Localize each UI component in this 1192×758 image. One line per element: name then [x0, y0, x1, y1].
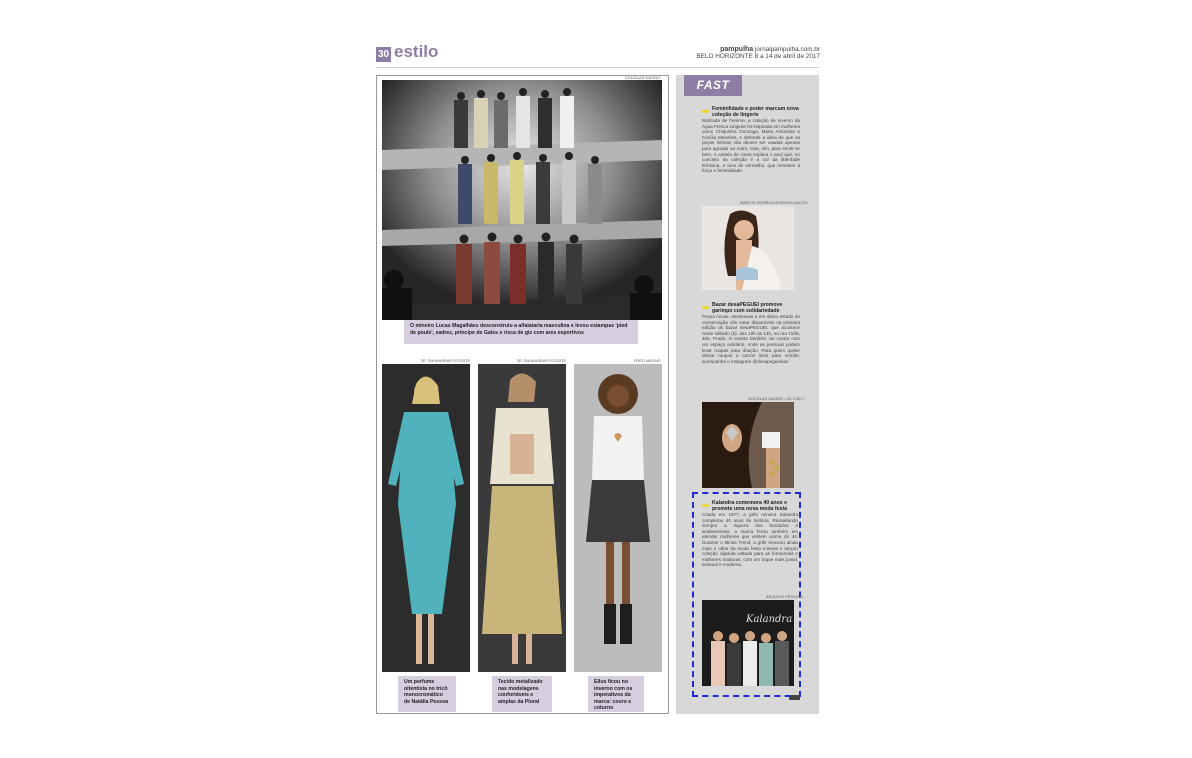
news-title-1: Feminilidade e poder marcam nova coleção de lingerie: [712, 106, 799, 118]
news-title-2: Bazar desaPEGUEI promove garimpo com solidariedade: [712, 302, 783, 314]
runway-group-photo: [382, 80, 662, 320]
section-title: estilo: [394, 42, 439, 61]
kalandra-group-photo: [702, 600, 794, 686]
photo-caption-3: Ellus ficou no inverno com os imperativos da marca: couro e coturno: [588, 676, 644, 712]
news-body-2: Peças novas, seminovas e em ótimo estado de conservação vão estar disponíveis na primeira edição do bazar desaPEGUEI, que acontece neste sábado (8), das 10h às 14h, na rua Turfa, 465, Prado. O evento também vai contar com um espaço solidário, onde as pessoas podem levar roupas para doação. Para quem quiser deixar roupas e outros itens para vender, acompanhe o instagram @desapegueibaz: [702, 314, 800, 364]
header-rule: [376, 67, 819, 68]
photo-credit-3: FRED MAGNO: [634, 359, 661, 363]
news-credit-2: DOUGLAS MAGNO • 30.3.2017: [748, 397, 805, 401]
arrow-icon: [702, 108, 709, 115]
news-body-1: Batizada de Femme, a coleção de inverno da Água Fresca Lingerie foi inspirada em mulheres como Chiquinha Gonzaga, Maria Antonieta e Cecília Meirelles, e defende a ideia de que as peças íntimas não devem ser usadas apenas para agradar ao outro, mas, sim, para sentir-se bem. A cartela de cores explora o azul que, no conceito da coleção é a cor da liberdade feminina, e tons de vermelho, que remetem à força e feminilidade.: [702, 118, 800, 174]
hero-credit: DOUGLAS MAGNO: [625, 76, 661, 80]
city-dates: BELO HORIZONTE 8 a 14 de abril de 2017: [696, 53, 820, 60]
photo-caption-2: Tecido metalizado nas modelagens confortáveis e amplas da Plural: [492, 676, 552, 712]
photo-credit-2: ZE TAKAHASHI/FOTOSITE: [517, 359, 567, 363]
lingerie-photo: [702, 206, 794, 290]
news-title-3: Kalandra comemora 40 anos e promete uma nova moda festa: [712, 500, 787, 512]
kalandra-signature: Kalandra: [746, 614, 793, 625]
runway-illustration: [382, 80, 662, 320]
leather-skirt-photo: [574, 364, 662, 672]
site-url[interactable]: jornalpampulha.com.br: [754, 46, 820, 53]
metallic-skirt-photo: [478, 364, 566, 672]
photo-caption-1: Um perfume oitentista no tricô monocromático de Natália Pessoa: [398, 676, 456, 712]
corner-tag: [789, 695, 800, 700]
arrow-icon: [702, 502, 709, 509]
masthead: [640, 46, 820, 60]
arrow-icon: [702, 304, 709, 311]
news-body-3: Criada em 1977, a grife mineira Kalandra completou 40 anos de história. Ressaltando sempre a riqueza dos bordados e acabamentos, a marca focou também em atender mulheres que vestem acima do 44. Durante o Minas Trend, a grife renovou ainda mais o olhar da moda festa mineira e lançou coleção cápsula voltada para as formandas e mulheres maduras, com um toque mais jovial, sensual e moderno.: [702, 512, 798, 568]
hero-caption: O mineiro Lucas Magalhães desconstruiu a alfaiataria masculina e levou estampas 'pied de poule', xadrez, príncipe de Gales e risca de giz com ares esportivos: [404, 320, 638, 344]
teal-dress-photo: [382, 364, 470, 672]
earring-photo: [702, 402, 794, 488]
page-number: 30: [377, 49, 390, 60]
brand-name: pampulha: [720, 46, 754, 53]
photo-credit-1: ZE TAKAHASHI/FOTOSITE: [421, 359, 471, 363]
news-credit-1: MARCIO RODRIGUES/DIVULGAÇÃO: [740, 201, 808, 205]
fast-label: FAST: [684, 75, 742, 96]
news-credit-3: ARQUIVO PESSOAL: [766, 595, 804, 599]
